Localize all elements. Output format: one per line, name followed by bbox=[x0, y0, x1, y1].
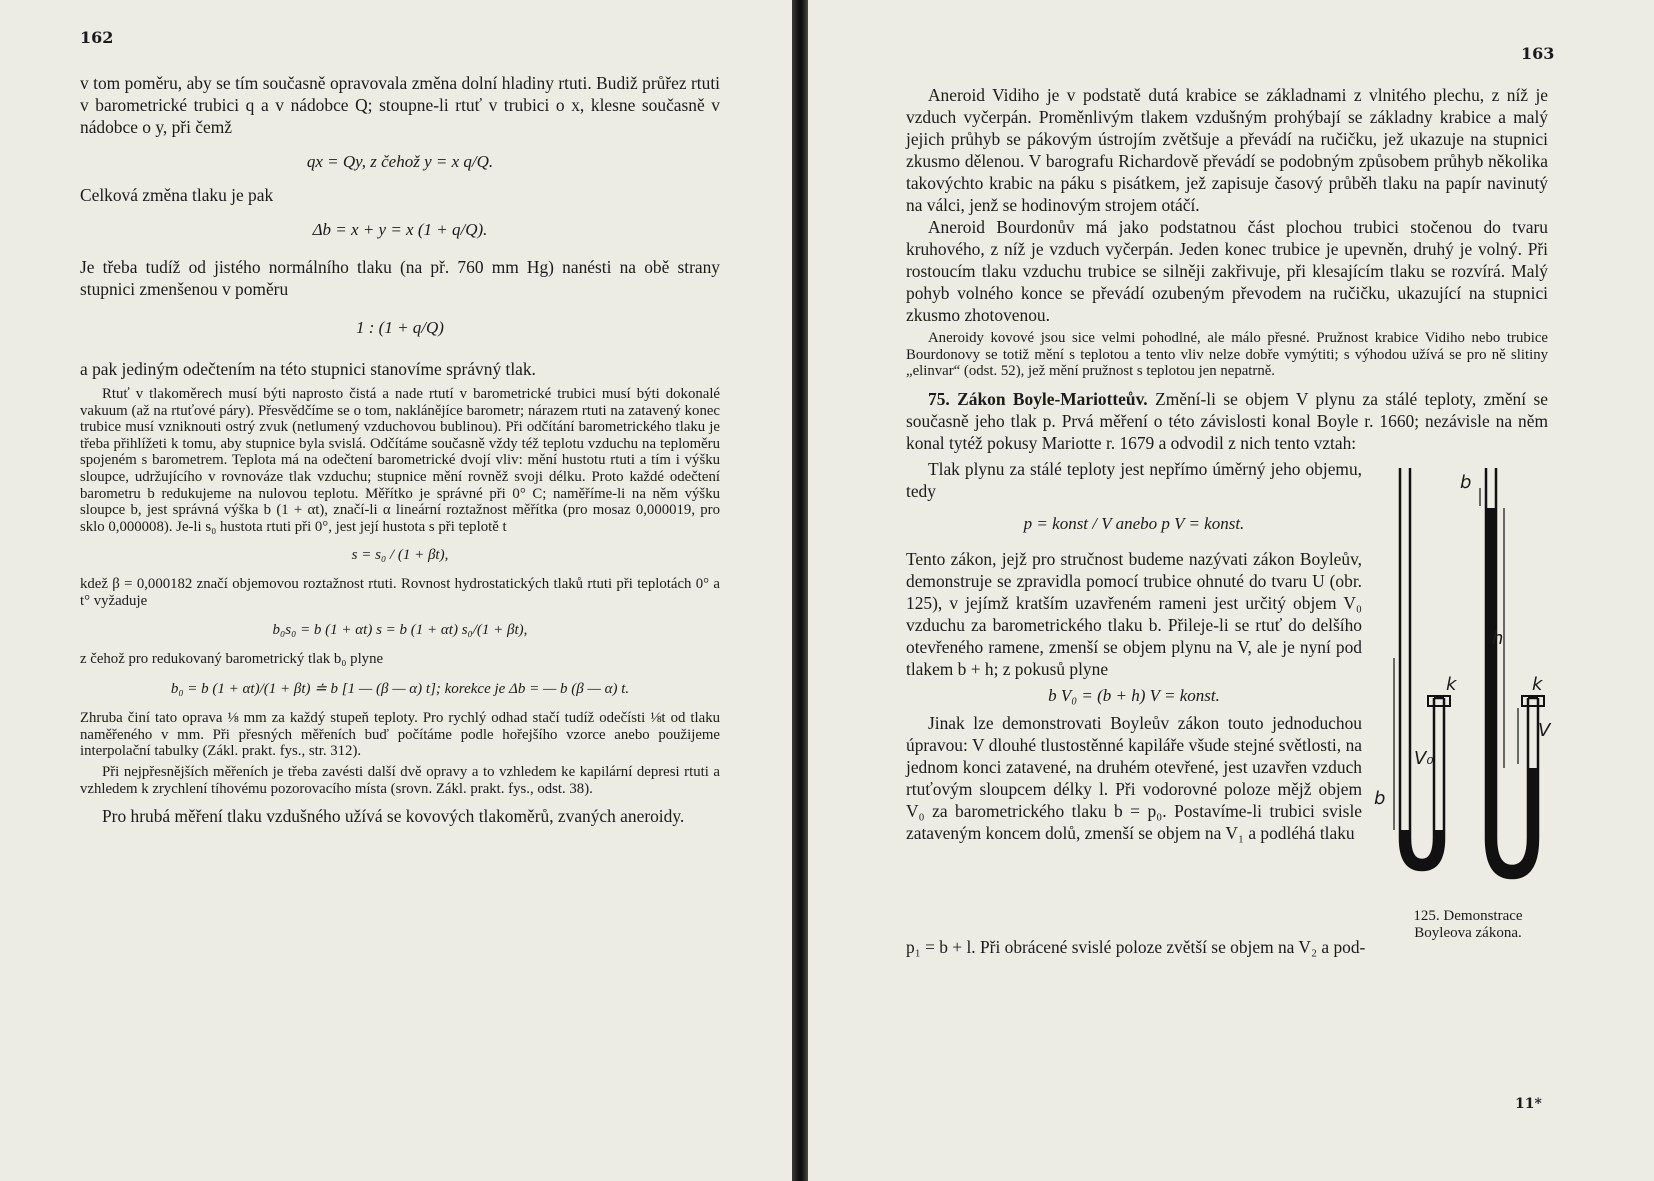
small-paragraph: Zhruba činí tato oprava ⅛ mm za každý stupeň teploty. Pro rychlý odhad stačí tudíž odečísti ⅛t od tlaku naměřeného v mm. Při přesných měřeních buď počítáme podle hořejšího vzorce anebo použijeme interpolační tabulky (Zákl. prakt. fys., str. 312). bbox=[80, 710, 720, 760]
paragraph: Tento zákon, jejž pro stručnost budeme nazývati zákon Boyleův, demonstruje se zpravidla pomocí trubice ohnuté do tvaru U (obr. 125), v jejímž kratším uzavřeném rameni jest určitý objem V₀ vzduchu za barometrického tlaku b. Přileje-li se rtuť do delšího otevřeného ramene, zmenší se objem plynu na V, ale je nyní pod tlakem b + h; z pokusů plyne bbox=[906, 548, 1362, 679]
right-text-column bbox=[906, 84, 1551, 958]
paragraph: a pak jediným odečtením na této stupnici stanovíme správný tlak. bbox=[80, 359, 536, 379]
equation: qx = Qy, z čehož y = x q/Q. bbox=[306, 152, 494, 171]
equation: b₀s₀ = b (1 + αt) s = b (1 + αt) s₀/(1 + βt), bbox=[272, 621, 528, 638]
figure-caption: 125. Demonstrace Boyleova zákona. bbox=[1413, 907, 1523, 941]
equation: b₀ = b (1 + αt)/(1 + βt) ≐ b [1 — (β — α) t]; korekce je Δb = — b (β — α) t. bbox=[170, 681, 630, 698]
fig-label-v: V bbox=[1538, 719, 1551, 741]
page-number: 163 bbox=[1521, 44, 1555, 63]
small-paragraph: Při nejpřesnějších měřeních je třeba zavésti další dvě opravy a to vzhledem ke kapilární depresi rtuti a vzhledem k zrychlení tíhovému pozorovacího místa (srovn. Zákl. prakt. fys., odst. 38). bbox=[80, 763, 720, 797]
figure-wrap-area bbox=[906, 458, 1551, 941]
paragraph: v tom poměru, aby se tím současně opravovala změna dolní hladiny rtuti. Budiž průřez rtuti v barometrické trubici q a v nádobce Q; stoupne-li rtuť v trubici o x, klesne současně v nádobce o y, při čemž bbox=[80, 73, 720, 137]
fig-label-k-right: k bbox=[1532, 673, 1543, 695]
paragraph: Celková změna tlaku je pak bbox=[80, 185, 274, 205]
small-paragraph: Aneroidy kovové jsou sice velmi pohodlné, ale málo přesné. Pružnost krabice Vidiho nebo trubice Bourdonovy se totiž mění s teplotou a tento vliv nelze dobře vymýtiti; s výhodou užívá se pro ně slitiny „elinvar“ (odst. 52), jež mění pružnost s teplotou jen nepatrně. bbox=[906, 330, 1548, 380]
u-tube-left bbox=[1400, 468, 1444, 870]
equation: s = s₀ / (1 + βt), bbox=[351, 547, 449, 564]
equation: b V₀ = (b + h) V = konst. bbox=[1048, 685, 1220, 705]
fig-label-b-bottom: b bbox=[1374, 787, 1386, 809]
page-number: 162 bbox=[80, 28, 114, 47]
u-tube-diagram bbox=[1388, 458, 1551, 898]
fig-label-k-left: k bbox=[1446, 673, 1457, 695]
paragraph: Je třeba tudíž od jistého normálního tlaku (na př. 760 mm Hg) nanésti na obě strany stupnici zmenšenou v poměru bbox=[80, 257, 720, 299]
left-page bbox=[0, 0, 792, 1181]
equation: Δb = x + y = x (1 + q/Q). bbox=[312, 220, 488, 239]
small-paragraph: z čehož pro redukovaný barometrický tlak b₀ plyne bbox=[80, 650, 384, 667]
equation: p = konst / V anebo p V = konst. bbox=[1023, 513, 1245, 533]
small-paragraph: Rtuť v tlakoměrech musí býti naprosto čistá a nade rtutí v barometrické trubici musí býti dokonalé vakuum (až na rtuťové páry). Přesvědčíme se o tom, naklánějíce barometr; nárazem rtuti na zatavený konec trubice musí vzniknouti ostrý zvuk (netlumený vzduchovou bublinou). Při odčítání barometrického tlaku je třeba přihlížeti k tomu, aby stupnice byla svislá. Odčítáme současně vždy též teplotu vzduchu na teploměru spojeném s barometrem. Teplota má na odečtení barometrické dvojí vliv: mění hustotu rtuti a tím i výšku sloupce, udržujícího v rovnováze tlak vzduchu; stupnice mění rovněž svoji délku. Proto každé odečtení barometru b redukujeme na nulovou teplotu. Měřítko je správné při 0° C; naměříme-li na něm výšku sloupce b, jest správná výška b (1 + αt), značí-li α lineární roztažnost měřítka (pro mosaz 0,000019, pro sklo 0,000008). Je-li s₀ hustota rtuti při 0°, jest její hustota s při teplotě t bbox=[80, 386, 720, 535]
small-paragraph: kdež β = 0,000182 značí objemovou roztažnost rtuti. Rovnost hydrostatických tlaků rtuti při teplotách 0° a t° vyžaduje bbox=[80, 576, 720, 609]
equation: 1 : (1 + q/Q) bbox=[356, 318, 444, 337]
section-heading: 75. Zákon Boyle-Mariotteův. bbox=[928, 388, 1148, 409]
paragraph: p₁ = b + l. Při obrácené svislé poloze zvětší se objem na V₂ a pod- bbox=[906, 936, 1366, 957]
wrapped-text bbox=[906, 458, 1362, 844]
paragraph: Jinak lze demonstrovati Boyleův zákon touto jednoduchou úpravou: V dlouhé tlustostěnné kapiláře všude stejné světlosti, na jednom konci zatavené, na druhém otevřené, jest uzavřen vzduch rtuťovým sloupcem délky l. Při vodorovné poloze mějž objem V₀ za barometrického tlaku b = p₀. Postavíme-li trubici svisle zataveným koncem dolů, zmenší se objem na V₁ a podléhá tlaku bbox=[906, 712, 1362, 843]
mercury-right bbox=[1486, 508, 1538, 878]
paragraph: Tlak plynu za stálé teploty jest nepřímo úměrný jeho objemu, tedy bbox=[906, 458, 1362, 501]
fig-label-h: h bbox=[1492, 627, 1504, 649]
section-paragraph bbox=[906, 388, 1548, 454]
fig-label-b-top: b bbox=[1460, 471, 1472, 493]
paragraph: Pro hrubá měření tlaku vzdušného užívá se kovových tlakoměrů, zvaných aneroidy. bbox=[102, 806, 685, 827]
fig-label-v0: V₀ bbox=[1414, 747, 1434, 769]
signature-mark: 11* bbox=[1515, 1096, 1542, 1112]
paragraph: Aneroid Vidiho je v podstatě dutá krabice se základnami z vlnitého plechu, z níž je vzduch vyčerpán. Proměnlivým tlakem vzdušným prohýbají se základny krabice a malý jejich průhyb se pákovým ústrojím zvětšuje a převádí na ručičku, jež ukazuje na stupnici zkusmo dělenou. V barografu Richardově převádí se podobným způsobem průhyb několika takovýchto krabic na páku s pisátkem, jež zapisuje časový průběh tlaku na papír navinutý na válci, jenž se hodinovým strojem otáčí. bbox=[906, 85, 1548, 215]
figure-125 bbox=[1374, 458, 1551, 942]
left-text-column bbox=[80, 72, 720, 827]
book-gutter bbox=[792, 0, 808, 1181]
section-text: Změní-li se objem V plynu za stálé teploty, změní se současně jeho tlak p. Prvá měření o této závislosti konal Boyle r. 1660; nezávisle na něm konal tytéž pokusy Mariotte r. 1679 a odvodil z nich tento vztah: bbox=[906, 388, 1548, 453]
paragraph: Aneroid Bourdonův má jako podstatnou část plochou trubici stočenou do tvaru kruhového, z níž je vzduch vyčerpán. Jeden konec trubice je upevněn, druhý je volný. Při rostoucím tlaku vzduchu trubice se silněji zakřivuje, při klesajícím tlaku se rozvírá. Malý pohyb volného konce se převádí ozubeným převodem na ručičku, ukazující na stupnici zkusmo zhotovenou. bbox=[906, 217, 1548, 325]
right-page bbox=[808, 0, 1654, 1181]
